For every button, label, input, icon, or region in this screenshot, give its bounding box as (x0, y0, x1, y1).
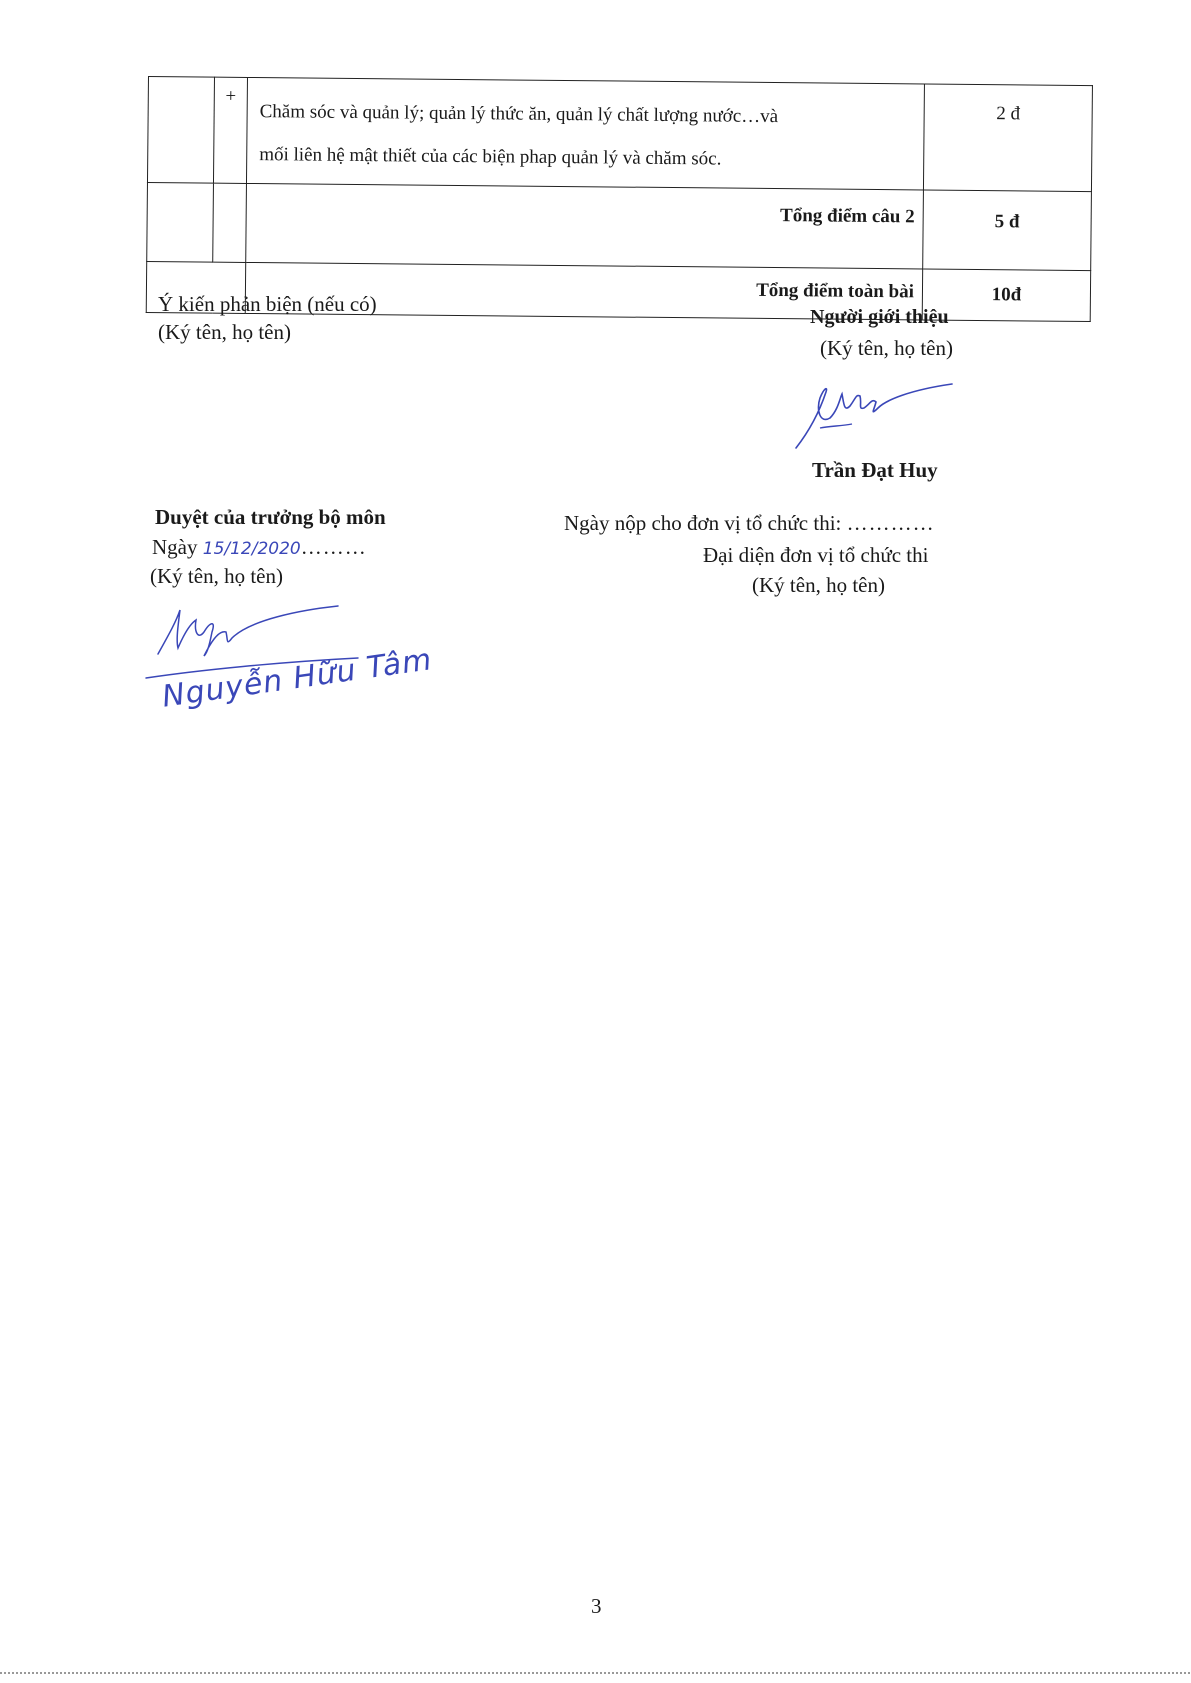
introducer-name: Trần Đạt Huy (812, 458, 938, 482)
criterion-line-1: Chăm sóc và quản lý; quản lý thức ăn, quản lý chất lượng nước…và (259, 101, 779, 128)
organizer-note: (Ký tên, họ tên) (752, 573, 885, 597)
reviewer-note: (Ký tên, họ tên) (158, 320, 291, 344)
table-row (147, 182, 1092, 270)
organizer-representative: Đại diện đơn vị tổ chức thi (703, 543, 929, 567)
question-total-label: Tổng điểm câu 2 (246, 183, 924, 268)
date-prefix: Ngày (152, 535, 198, 559)
scan-edge-line (0, 1672, 1191, 1674)
criterion-text (246, 77, 924, 189)
submission-label: Ngày nộp cho đơn vị tổ chức thi: (564, 511, 842, 535)
reviewer-title: Ý kiến phản biện (nếu có) (158, 292, 377, 316)
bullet-marker: + (213, 77, 247, 183)
score-table (146, 76, 1092, 322)
criterion-points: 2 đ (923, 84, 1092, 192)
introducer-note: (Ký tên, họ tên) (820, 336, 953, 360)
department-head-title: Duyệt của trưởng bộ môn (155, 505, 386, 529)
table-row (147, 77, 1092, 192)
handwritten-date: 15/12/2020 (202, 539, 301, 559)
introducer-signature (790, 380, 960, 452)
introducer-title: Người giới thiệu (810, 306, 949, 328)
criterion-line-2: mối liên hệ mật thiết của các biện phap quản lý và chăm sóc. (259, 144, 722, 170)
date-dots: ……… (300, 535, 367, 559)
submission-dots: ………… (846, 511, 935, 535)
exam-total-points: 10đ (922, 269, 1090, 322)
department-head-signed-name: Nguyễn Hữu Tâm (160, 642, 435, 715)
page-number: 3 (591, 1594, 602, 1618)
submission-date (564, 511, 935, 536)
department-head-date (152, 535, 367, 560)
department-head-note: (Ký tên, họ tên) (150, 564, 283, 588)
question-total-points: 5 đ (923, 190, 1092, 271)
exam-total-label: Tổng điểm toàn bài (245, 262, 922, 319)
